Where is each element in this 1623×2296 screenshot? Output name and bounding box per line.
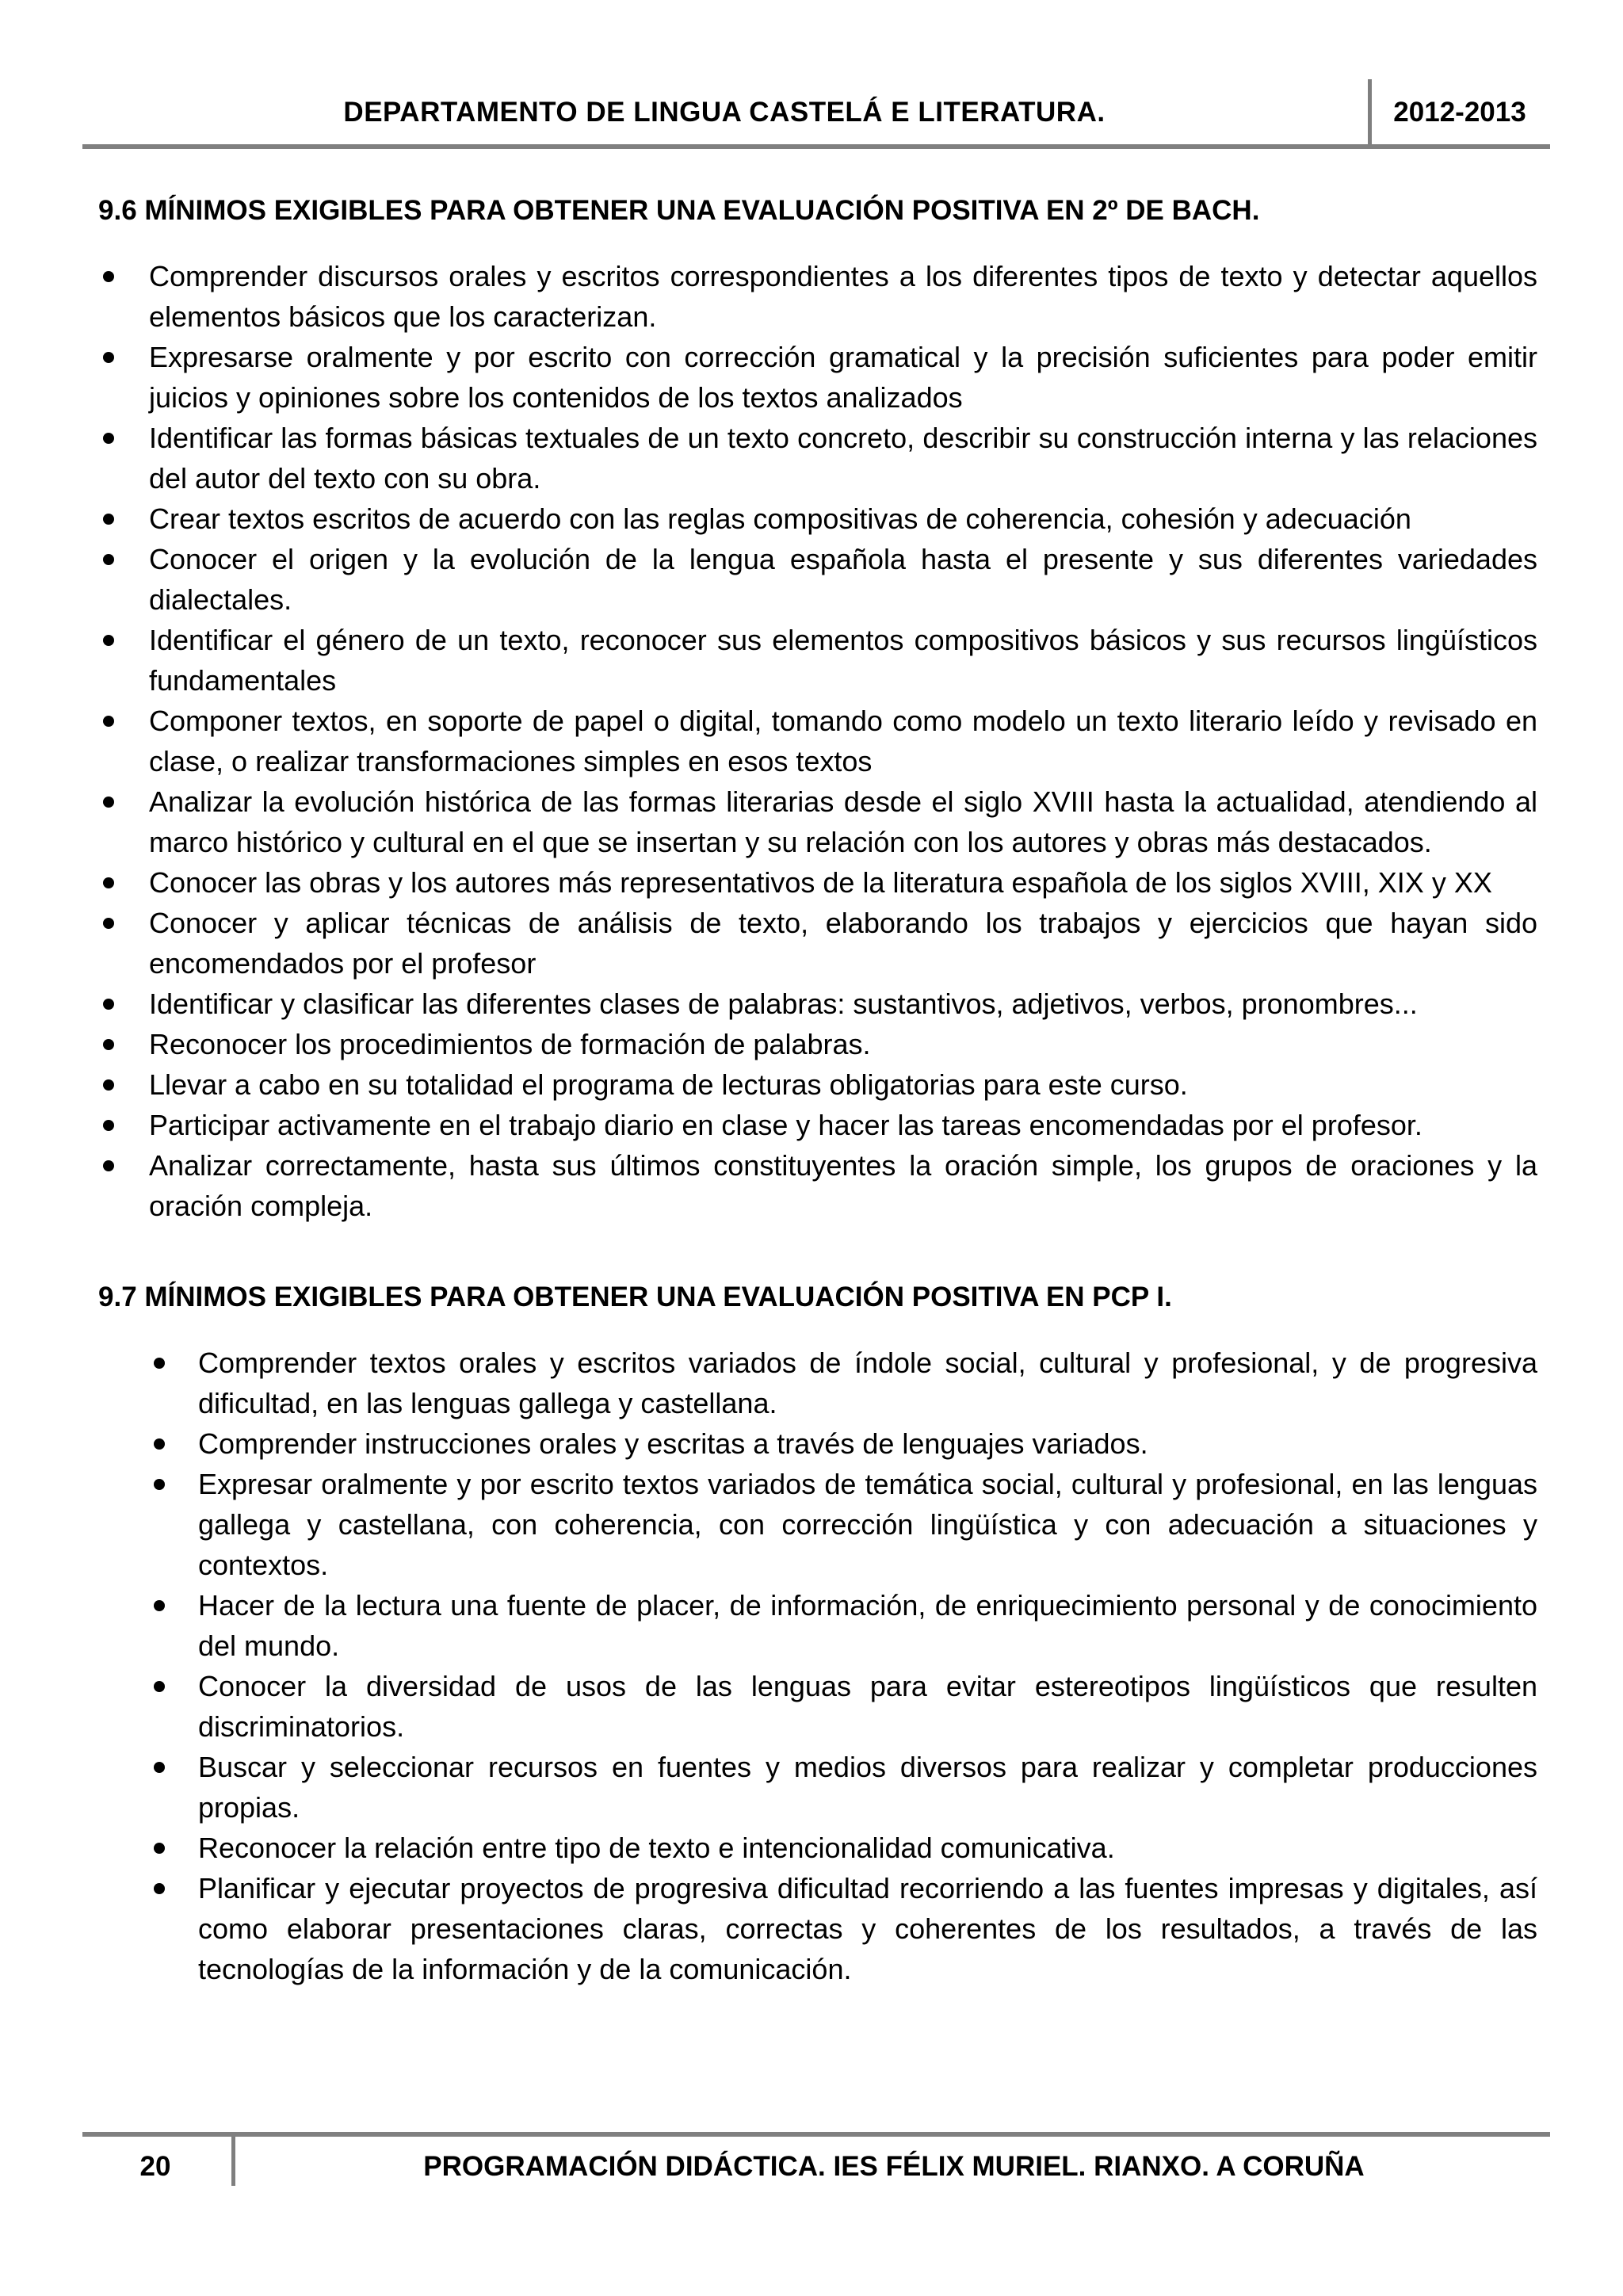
list-item [98,1423,1537,1464]
minimos-bach-list [98,256,1537,1226]
list-item-text: Expresar oralmente y por escrito textos variados de temática social, cultural y profesional, en las lenguas gallega y castellana, con coherencia, con corrección lingüística y con adecuación a situaciones y contextos. [198,1468,1537,1581]
bullet-icon [154,1600,165,1611]
bullet-icon [154,1479,165,1490]
list-item-text: Hacer de la lectura una fuente de placer, de información, de enriquecimiento personal y de conocimiento del mundo. [198,1589,1537,1662]
bullet-icon [154,1681,165,1692]
list-item-text: Crear textos escritos de acuerdo con las reglas compositivas de coherencia, cohesión y adecuación [149,502,1411,535]
bullet-icon [154,1358,165,1369]
bullet-icon [103,554,114,565]
list-item-text: Conocer y aplicar técnicas de análisis de texto, elaborando los trabajos y ejercicios que hayan sido encomendados por el profesor [149,907,1537,980]
bullet-icon [103,635,114,646]
list-item-text: Identificar el género de un texto, reconocer sus elementos compositivos básicos y sus recursos lingüísticos fundamentales [149,624,1537,697]
bullet-icon [103,1079,114,1091]
footer-divider-vertical [231,2137,235,2186]
list-item-text: Identificar y clasificar las diferentes clases de palabras: sustantivos, adjetivos, verbos, pronombres... [149,988,1418,1020]
bullet-icon [103,797,114,808]
list-item [98,539,1537,620]
header-rule [82,144,1550,149]
section-heading-9-7: 9.7 MÍNIMOS EXIGIBLES PARA OBTENER UNA EVALUACIÓN POSITIVA EN PCP I. [98,1282,1172,1312]
list-item [98,1828,1537,1868]
bullet-icon [103,877,114,888]
list-item-text: Buscar y seleccionar recursos en fuentes y medios diversos para realizar y completar producciones propias. [198,1751,1537,1824]
list-item [98,620,1537,701]
bullet-icon [103,433,114,444]
section-spacer [98,1226,1537,1277]
list-item-text: Analizar la evolución histórica de las formas literarias desde el siglo XVIII hasta la actualidad, atendiendo al marco histórico y cultural en el que se insertan y su relación con los autores y obras más destacados. [149,785,1537,858]
minimos-pcp-list [98,1343,1537,1989]
section-heading-9-6: 9.6 MÍNIMOS EXIGIBLES PARA OBTENER UNA EVALUACIÓN POSITIVA EN 2º DE BACH. [98,195,1260,226]
list-item-text: Identificar las formas básicas textuales de un texto concreto, describir su construcción interna y las relaciones del autor del texto con su obra. [149,422,1537,495]
list-item [98,903,1537,984]
list-item [98,1105,1537,1145]
list-item [98,1464,1537,1585]
list-item-text: Conocer el origen y la evolución de la lengua española hasta el presente y sus diferentes variedades dialectales. [149,543,1537,616]
list-item [98,256,1537,337]
bullet-icon [103,1120,114,1131]
list-item-text: Comprender textos orales y escritos variados de índole social, cultural y profesional, y de progresiva dificultad, en las lenguas gallega y castellana. [198,1347,1537,1419]
list-item [98,701,1537,781]
page-header [82,0,1550,151]
bullet-icon [103,514,114,525]
list-item [98,337,1537,418]
list-item-text: Planificar y ejecutar proyectos de progresiva dificultad recorriendo a las fuentes impresas y digitales, así como elaborar presentaciones claras, correctas y coherentes de los resultados, a través de las tecnologías de la información y de la comunicación. [198,1872,1537,1985]
list-item-text: Llevar a cabo en su totalidad el programa de lecturas obligatorias para este curso. [149,1068,1188,1101]
bullet-icon [103,918,114,929]
list-item [98,1145,1537,1226]
list-item [98,1024,1537,1064]
footer-text: PROGRAMACIÓN DIDÁCTICA. IES FÉLIX MURIEL. RIANXO. A CORUÑA [423,2151,1365,2182]
footer-rule [82,2132,1550,2137]
page-footer [82,2132,1550,2203]
bullet-icon [154,1762,165,1773]
bullet-icon [103,716,114,727]
list-item-text: Conocer la diversidad de usos de las lenguas para evitar estereotipos lingüísticos que resulten discriminatorios. [198,1670,1537,1743]
list-item-text: Analizar correctamente, hasta sus últimos constituyentes la oración simple, los grupos de oraciones y la oración compleja. [149,1149,1537,1222]
list-item-text: Comprender discursos orales y escritos correspondientes a los diferentes tipos de texto y detectar aquellos elementos básicos que los caracterizan. [149,260,1537,333]
bullet-icon [103,352,114,363]
list-item-text: Conocer las obras y los autores más representativos de la literatura española de los siglos XVIII, XIX y XX [149,866,1492,899]
list-item [98,1343,1537,1423]
bullet-icon [154,1883,165,1894]
list-item [98,418,1537,499]
list-item-text: Componer textos, en soporte de papel o digital, tomando como modelo un texto literario leído y revisado en clase, o realizar transformaciones simples en esos textos [149,705,1537,777]
bullet-icon [103,271,114,282]
list-item [98,1868,1537,1989]
list-item [98,1064,1537,1105]
bullet-icon [154,1843,165,1854]
header-title: DEPARTAMENTO DE LINGUA CASTELÁ E LITERATURA. [343,97,1106,128]
list-item [98,1666,1537,1747]
bullet-icon [103,1039,114,1050]
bullet-icon [154,1438,165,1450]
bullet-icon [103,1160,114,1171]
list-item [98,862,1537,903]
list-item-text: Participar activamente en el trabajo diario en clase y hacer las tareas encomendadas por el profesor. [149,1109,1423,1141]
list-item-text: Reconocer los procedimientos de formación de palabras. [149,1028,871,1060]
list-item-text: Reconocer la relación entre tipo de texto e intencionalidad comunicativa. [198,1832,1115,1864]
bullet-icon [103,999,114,1010]
list-item-text: Comprender instrucciones orales y escritas a través de lenguajes variados. [198,1427,1148,1460]
list-item [98,1585,1537,1666]
list-item [98,984,1537,1024]
header-year: 2012-2013 [1393,97,1526,128]
page-content [98,190,1537,1989]
list-item [98,499,1537,539]
page-number: 20 [139,2151,171,2182]
list-item-text: Expresarse oralmente y por escrito con corrección gramatical y la precisión suficientes para poder emitir juicios y opiniones sobre los contenidos de los textos analizados [149,341,1537,414]
list-item [98,781,1537,862]
list-item [98,1747,1537,1828]
